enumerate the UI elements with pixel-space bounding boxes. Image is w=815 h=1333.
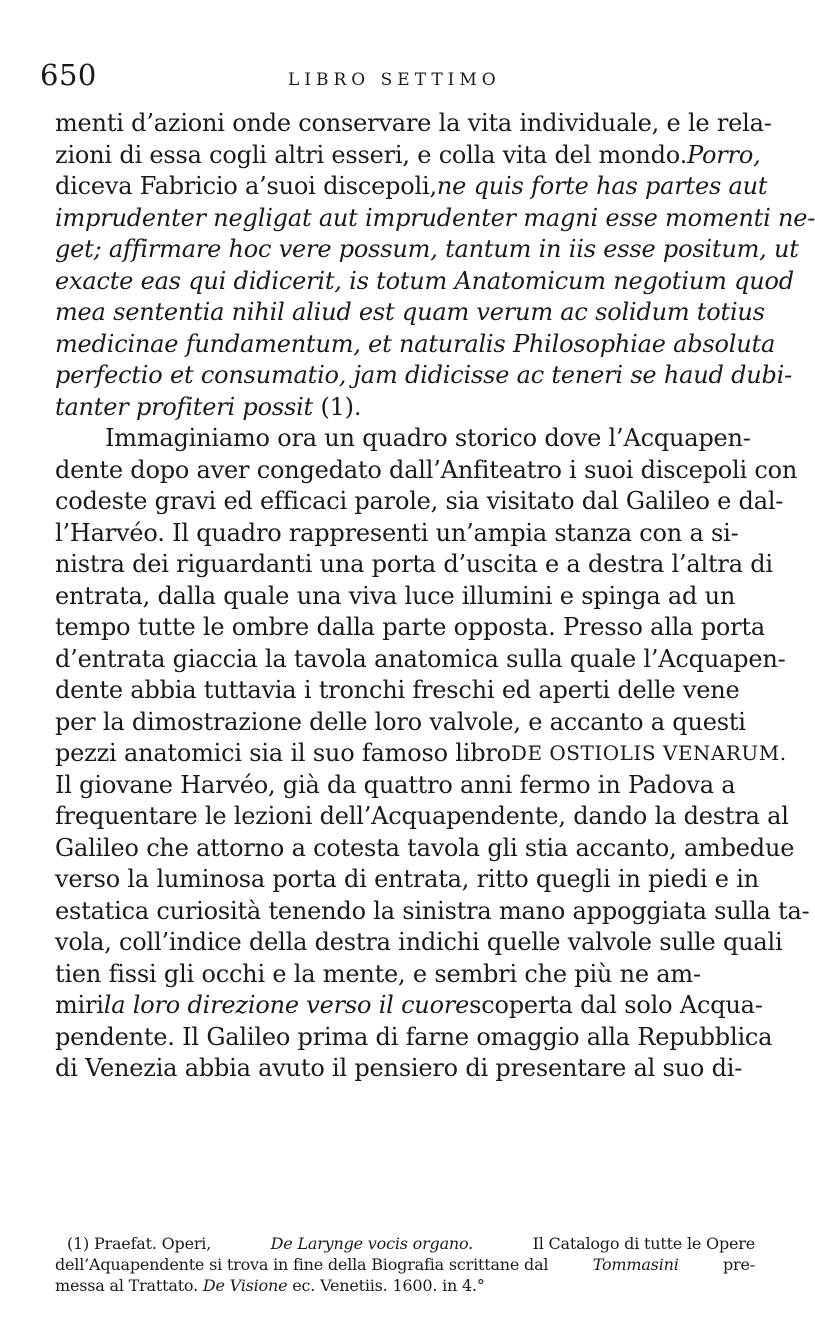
text-line: l’Harvéo. Il quadro rappresenti un’ampia stanza con a si- (55, 518, 739, 547)
text-line: verso la luminosa porta di entrata, ritto quegli in piedi e in (55, 865, 759, 893)
text-line: imprudenter negligat aut imprudenter magni esse momenti ne- (55, 203, 815, 232)
text-line: pendente. Il Galileo prima di farne omaggio alla Repubblica (55, 1022, 773, 1051)
text-line: medicinae fundamentum, et naturalis Philosophiae absoluta (55, 329, 776, 358)
text-line: zioni di essa cogli altri esseri, e colla vita del mondo. Porro, (55, 140, 761, 169)
text-line: d’entrata giaccia la tavola anatomica sulla quale l’Acquapen- (55, 644, 786, 673)
text-line: codeste gravi ed efficaci parole, sia visitato dal Galileo e dal- (55, 487, 784, 515)
text-line: estatica curiosità tenendo la sinistra mano appoggiata sulla ta- (55, 896, 810, 925)
text-line: dente abbia tuttavia i tronchi freschi ed aperti delle vene (55, 676, 740, 704)
text-line: frequentare le lezioni dell’Acquapendente, dando la destra al (55, 802, 789, 830)
paragraph-start: Immaginiamo ora un quadro storico dove l’Acquapen- (105, 424, 751, 452)
text-line: tanter profiteri possit (1). (55, 392, 755, 424)
footnote (55, 1233, 755, 1296)
text-line: diceva Fabricio a’suoi discepoli, ne quis forte has partes aut (55, 172, 768, 200)
text-line: pezzi anatomici sia il suo famoso libro DE OSTIOLIS VENARUM. (55, 738, 755, 770)
text-line: vola, coll’indice della destra indichi quelle valvole sulle quali (55, 928, 783, 956)
text-line: entrata, dalla quale una viva luce illumini e spinga ad un (55, 581, 736, 610)
text-line: get; affirmare hoc vere possum, tantum in iis esse positum, ut (55, 235, 799, 263)
main-text (55, 108, 815, 1085)
text-line: tien fissi gli occhi e la mente, e sembri che più ne am- (55, 959, 701, 988)
text-line: miri la loro direzione verso il cuore scoperta dal solo Acqua- (55, 991, 763, 1019)
text-line: perfectio et consumatio, jam didicisse ac teneri se haud dubi- (55, 361, 793, 389)
footnote-line: (1) Praefat. Operi, De Larynge vocis organo. Il Catalogo di tutte le Opere (67, 1234, 755, 1253)
page-header (40, 58, 760, 98)
book-title: DE OSTIOLIS VENARUM. (510, 741, 787, 765)
footnote-line: dell’Aquapendente si trova in fine della Biografia scrittane dal Tommasini pre- (55, 1255, 755, 1274)
text-line: per la dimostrazione delle loro valvole, e accanto a questi (55, 707, 746, 736)
text-line: nistra dei riguardanti una porta d’uscita e a destra l’altra di (55, 550, 773, 578)
footnote-line: messa al Trattato. De Visione ec. Venetiis. 1600. in 4.° (55, 1276, 485, 1295)
footnote-ref: (1). (320, 392, 362, 421)
text-line: tempo tutte le ombre dalla parte opposta. Presso alla porta (55, 613, 765, 641)
text-line: Galileo che attorno a cotesta tavola gli stia accanto, ambedue (55, 833, 795, 862)
text-line: dente dopo aver congedato dall’Anfiteatro i suoi discepoli con (55, 455, 798, 484)
running-title: LIBRO SETTIMO (288, 70, 501, 90)
text-line: di Venezia abbia avuto il pensiero di presentare al suo di- (55, 1054, 743, 1082)
page-number: 650 (40, 58, 97, 92)
text-line: Il giovane Harvéo, già da quattro anni fermo in Padova a (55, 770, 736, 799)
text-line: mea sententia nihil aliud est quam verum ac solidum totius (55, 298, 765, 326)
text-line: menti d’azioni onde conservare la vita individuale, e le rela- (55, 109, 772, 137)
text-line: exacte eas qui didicerit, is totum Anatomicum negotium quod (55, 266, 794, 295)
